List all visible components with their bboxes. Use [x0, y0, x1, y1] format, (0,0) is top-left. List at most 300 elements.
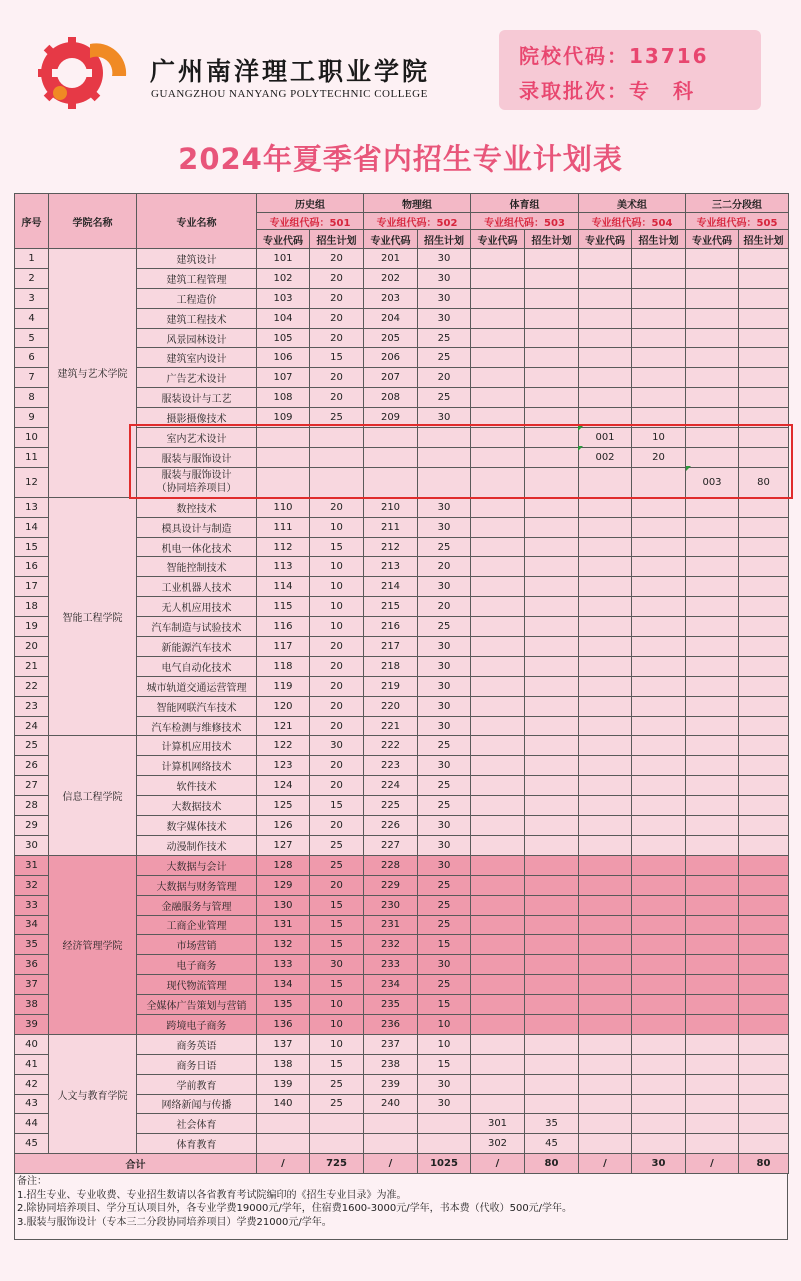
enroll-plan-cell — [525, 776, 579, 796]
major-code-cell — [471, 796, 525, 816]
row-seq: 19 — [15, 617, 49, 637]
row-seq: 40 — [15, 1034, 49, 1054]
enroll-plan-cell — [739, 249, 789, 269]
major-code-cell: 125 — [257, 796, 310, 816]
major-code-cell: 135 — [257, 995, 310, 1015]
row-seq: 5 — [15, 328, 49, 348]
major-code-cell — [686, 1114, 739, 1134]
major-code-cell — [686, 756, 739, 776]
enroll-plan-cell: 20 — [310, 268, 364, 288]
row-seq: 9 — [15, 408, 49, 428]
major-name: 电子商务 — [137, 955, 257, 975]
enroll-plan-cell — [632, 348, 686, 368]
major-code-cell — [686, 736, 739, 756]
enroll-plan-cell: 30 — [418, 1074, 471, 1094]
enroll-plan-cell — [525, 696, 579, 716]
enroll-plan-cell — [525, 537, 579, 557]
major-code-cell — [579, 268, 632, 288]
enroll-plan-cell: 30 — [418, 268, 471, 288]
major-code-cell: 230 — [364, 895, 418, 915]
major-code-cell — [471, 268, 525, 288]
enroll-plan-cell — [310, 467, 364, 497]
enroll-plan-cell — [739, 268, 789, 288]
enroll-plan-cell — [632, 835, 686, 855]
major-code-cell — [471, 447, 525, 467]
total-cell: / — [686, 1154, 739, 1174]
total-cell: / — [257, 1154, 310, 1174]
major-code-cell — [471, 955, 525, 975]
major-name: 汽车制造与试验技术 — [137, 617, 257, 637]
enroll-plan-cell — [632, 716, 686, 736]
major-code-cell: 226 — [364, 816, 418, 836]
enroll-plan-cell — [632, 288, 686, 308]
enroll-plan-cell — [632, 637, 686, 657]
cell-marker-icon — [578, 426, 583, 431]
major-name: 工程造价 — [137, 288, 257, 308]
major-code-cell — [579, 517, 632, 537]
total-cell: / — [471, 1154, 525, 1174]
row-seq: 43 — [15, 1094, 49, 1114]
major-code-cell: 131 — [257, 915, 310, 935]
enroll-plan-cell — [310, 1114, 364, 1134]
row-seq: 22 — [15, 676, 49, 696]
enroll-plan-cell: 15 — [310, 975, 364, 995]
enroll-plan-cell: 15 — [310, 1054, 364, 1074]
enroll-plan-cell — [632, 1054, 686, 1074]
major-code-cell — [257, 428, 310, 448]
major-name: 服装设计与工艺 — [137, 388, 257, 408]
college-name: 信息工程学院 — [49, 736, 137, 855]
college-logo-icon — [38, 36, 130, 110]
major-code-cell — [471, 975, 525, 995]
enroll-plan-cell — [632, 1134, 686, 1154]
major-name: 现代物流管理 — [137, 975, 257, 995]
row-seq: 8 — [15, 388, 49, 408]
enroll-plan-cell: 35 — [525, 1114, 579, 1134]
enroll-plan-cell — [739, 408, 789, 428]
school-name-en: GUANGZHOU NANYANG POLYTECHNIC COLLEGE — [151, 88, 428, 100]
enroll-plan-cell: 20 — [310, 497, 364, 517]
major-code-cell — [686, 288, 739, 308]
major-name: 电气自动化技术 — [137, 656, 257, 676]
enroll-plan-cell — [632, 895, 686, 915]
enroll-plan-cell: 20 — [310, 776, 364, 796]
major-code-cell — [579, 875, 632, 895]
major-code-cell: 229 — [364, 875, 418, 895]
enroll-plan-cell — [525, 915, 579, 935]
major-code-cell — [686, 955, 739, 975]
header-enroll-plan: 招生计划 — [525, 230, 579, 249]
enroll-plan-cell: 25 — [418, 537, 471, 557]
major-code-cell — [686, 637, 739, 657]
enroll-plan-cell — [632, 955, 686, 975]
group-three-two: 三二分段组 — [686, 194, 789, 213]
enroll-plan-cell — [525, 597, 579, 617]
major-code-cell — [579, 388, 632, 408]
row-seq: 39 — [15, 1014, 49, 1034]
enroll-plan-cell — [525, 388, 579, 408]
major-code-cell: 124 — [257, 776, 310, 796]
major-code-cell — [471, 1074, 525, 1094]
total-cell: / — [579, 1154, 632, 1174]
major-code-cell: 129 — [257, 875, 310, 895]
enroll-plan-cell: 10 — [632, 428, 686, 448]
major-code-cell: 122 — [257, 736, 310, 756]
total-cell: 1025 — [418, 1154, 471, 1174]
group-code-505: 专业组代码：505 — [686, 213, 789, 230]
total-cell: 80 — [525, 1154, 579, 1174]
major-code-cell: 227 — [364, 835, 418, 855]
major-code-cell: 224 — [364, 776, 418, 796]
major-code-cell: 132 — [257, 935, 310, 955]
major-name: 商务英语 — [137, 1034, 257, 1054]
major-code-cell: 218 — [364, 656, 418, 676]
enroll-plan-cell: 30 — [310, 736, 364, 756]
enroll-plan-cell: 45 — [525, 1134, 579, 1154]
major-code-cell: 103 — [257, 288, 310, 308]
major-name: 模具设计与制造 — [137, 517, 257, 537]
total-row — [15, 1154, 789, 1174]
enroll-plan-cell: 10 — [310, 517, 364, 537]
major-code-cell: 204 — [364, 308, 418, 328]
major-name: 计算机网络技术 — [137, 756, 257, 776]
row-seq: 2 — [15, 268, 49, 288]
row-seq: 30 — [15, 835, 49, 855]
enroll-plan-cell — [525, 975, 579, 995]
major-name: 城市轨道交通运营管理 — [137, 676, 257, 696]
enroll-plan-cell: 10 — [310, 617, 364, 637]
table-row — [15, 1034, 789, 1054]
enroll-plan-cell — [739, 955, 789, 975]
enroll-plan-cell: 15 — [418, 935, 471, 955]
enroll-plan-cell — [739, 716, 789, 736]
page-header — [0, 0, 801, 130]
group-code-502: 专业组代码：502 — [364, 213, 471, 230]
enroll-plan-cell — [632, 517, 686, 537]
major-code-cell — [579, 577, 632, 597]
enroll-plan-cell: 30 — [418, 517, 471, 537]
major-code-cell — [686, 835, 739, 855]
major-code-cell: 207 — [364, 368, 418, 388]
row-seq: 35 — [15, 935, 49, 955]
major-code-cell: 116 — [257, 617, 310, 637]
enroll-plan-cell — [632, 408, 686, 428]
enroll-plan-cell: 25 — [310, 855, 364, 875]
enroll-plan-cell: 10 — [418, 1034, 471, 1054]
row-seq: 15 — [15, 537, 49, 557]
row-seq: 26 — [15, 756, 49, 776]
enroll-plan-cell — [525, 328, 579, 348]
enroll-plan-cell: 15 — [310, 796, 364, 816]
total-cell: / — [364, 1154, 418, 1174]
note-2: 2.除协同培养项目、学分互认项目外，各专业学费19000元/学年，住宿费1600-3000元/学年，书本费（代收）500元/学年。 — [17, 1203, 573, 1214]
major-code-cell — [579, 408, 632, 428]
major-name: 大数据技术 — [137, 796, 257, 816]
enroll-plan-cell — [632, 816, 686, 836]
major-code-cell: 107 — [257, 368, 310, 388]
enroll-plan-cell: 25 — [418, 736, 471, 756]
college-name: 建筑与艺术学院 — [49, 249, 137, 498]
enroll-plan-cell — [739, 696, 789, 716]
enroll-plan-cell — [632, 577, 686, 597]
enroll-plan-cell: 15 — [310, 915, 364, 935]
enroll-plan-cell — [632, 736, 686, 756]
major-code-cell: 219 — [364, 676, 418, 696]
header-major: 专业名称 — [137, 194, 257, 249]
enroll-plan-cell: 10 — [418, 1014, 471, 1034]
major-code-cell: 110 — [257, 497, 310, 517]
major-code-cell — [471, 249, 525, 269]
enroll-plan-cell: 30 — [418, 816, 471, 836]
college-name: 智能工程学院 — [49, 497, 137, 736]
enroll-plan-cell — [632, 875, 686, 895]
enroll-plan-cell — [739, 1134, 789, 1154]
major-code-cell — [579, 1054, 632, 1074]
major-code-cell: 128 — [257, 855, 310, 875]
row-seq: 4 — [15, 308, 49, 328]
major-code-cell — [686, 557, 739, 577]
major-code-cell — [686, 776, 739, 796]
major-code-cell — [471, 537, 525, 557]
enroll-plan-cell — [632, 537, 686, 557]
major-code-cell: 104 — [257, 308, 310, 328]
enroll-plan-cell — [632, 328, 686, 348]
enroll-plan-cell: 20 — [310, 308, 364, 328]
enroll-plan-cell — [739, 776, 789, 796]
major-name: 全媒体广告策划与营销 — [137, 995, 257, 1015]
enroll-plan-cell — [310, 447, 364, 467]
major-code-cell — [579, 249, 632, 269]
row-seq: 27 — [15, 776, 49, 796]
major-code-cell — [579, 1074, 632, 1094]
enroll-plan-cell — [739, 428, 789, 448]
major-code-cell — [579, 1094, 632, 1114]
enroll-plan-cell — [632, 915, 686, 935]
major-code-cell: 140 — [257, 1094, 310, 1114]
major-code-cell — [686, 249, 739, 269]
enroll-plan-cell — [739, 1114, 789, 1134]
enroll-plan-cell: 25 — [418, 776, 471, 796]
major-code-cell: 109 — [257, 408, 310, 428]
enroll-plan-cell — [525, 995, 579, 1015]
major-name: 金融服务与管理 — [137, 895, 257, 915]
enroll-plan-cell — [310, 428, 364, 448]
enroll-plan-cell — [632, 557, 686, 577]
enroll-plan-cell — [632, 656, 686, 676]
row-seq: 10 — [15, 428, 49, 448]
cell-marker-icon — [686, 466, 691, 471]
major-code-cell — [686, 328, 739, 348]
major-code-cell: 133 — [257, 955, 310, 975]
enroll-plan-cell: 30 — [418, 696, 471, 716]
row-seq: 37 — [15, 975, 49, 995]
enroll-plan-cell: 25 — [418, 895, 471, 915]
enroll-plan-cell — [525, 1094, 579, 1114]
major-code-cell: 234 — [364, 975, 418, 995]
enroll-plan-cell: 15 — [310, 895, 364, 915]
major-code-cell — [579, 656, 632, 676]
major-code-cell — [686, 1034, 739, 1054]
major-code-cell: 130 — [257, 895, 310, 915]
enroll-plan-cell — [525, 288, 579, 308]
major-code-cell — [686, 855, 739, 875]
enroll-plan-cell — [525, 428, 579, 448]
enroll-plan-cell: 10 — [310, 995, 364, 1015]
major-name: 软件技术 — [137, 776, 257, 796]
enroll-plan-cell — [525, 467, 579, 497]
row-seq: 36 — [15, 955, 49, 975]
major-name: 建筑工程技术 — [137, 308, 257, 328]
major-code-cell — [579, 288, 632, 308]
major-code-cell — [364, 1114, 418, 1134]
enroll-plan-cell: 30 — [418, 676, 471, 696]
enroll-plan-cell: 15 — [310, 935, 364, 955]
enroll-plan-cell: 25 — [418, 915, 471, 935]
total-cell: 80 — [739, 1154, 789, 1174]
enroll-plan-cell: 25 — [418, 875, 471, 895]
enroll-plan-cell: 30 — [418, 716, 471, 736]
major-code-cell: 236 — [364, 1014, 418, 1034]
major-code-cell: 105 — [257, 328, 310, 348]
major-code-cell — [471, 915, 525, 935]
major-code-cell — [471, 368, 525, 388]
enroll-plan-cell — [418, 1134, 471, 1154]
enroll-plan-cell — [632, 776, 686, 796]
enroll-plan-cell — [739, 388, 789, 408]
enroll-plan-cell — [739, 497, 789, 517]
enroll-plan-cell: 30 — [418, 577, 471, 597]
major-name: 数字媒体技术 — [137, 816, 257, 836]
major-code-cell — [579, 497, 632, 517]
major-code-cell — [579, 736, 632, 756]
major-name: 网络新闻与传播 — [137, 1094, 257, 1114]
major-name: 广告艺术设计 — [137, 368, 257, 388]
header-enroll-plan: 招生计划 — [310, 230, 364, 249]
enroll-plan-cell — [739, 855, 789, 875]
major-code-cell: 119 — [257, 676, 310, 696]
major-code-cell — [686, 268, 739, 288]
header-major-code: 专业代码 — [686, 230, 739, 249]
major-code-cell — [471, 308, 525, 328]
group-sports: 体育组 — [471, 194, 579, 213]
major-code-cell: 301 — [471, 1114, 525, 1134]
enroll-plan-cell — [739, 796, 789, 816]
major-code-cell — [686, 497, 739, 517]
enroll-plan-cell — [525, 816, 579, 836]
enroll-plan-cell: 10 — [310, 1014, 364, 1034]
major-code-cell: 127 — [257, 835, 310, 855]
group-code-504: 专业组代码：504 — [579, 213, 686, 230]
school-code-box — [499, 30, 761, 110]
group-physics: 物理组 — [364, 194, 471, 213]
enroll-plan-cell — [739, 835, 789, 855]
enroll-plan-cell — [632, 497, 686, 517]
school-name-cn: 广州南洋理工职业学院 — [150, 57, 431, 86]
enroll-plan-cell — [739, 736, 789, 756]
major-code-cell — [579, 597, 632, 617]
major-code-cell — [257, 447, 310, 467]
major-code-cell: 222 — [364, 736, 418, 756]
major-code-cell — [471, 875, 525, 895]
major-code-cell — [364, 447, 418, 467]
major-name: 风景园林设计 — [137, 328, 257, 348]
enroll-plan-cell: 20 — [310, 328, 364, 348]
major-code-cell — [471, 517, 525, 537]
major-code-cell: 215 — [364, 597, 418, 617]
enrollment-plan-table — [14, 193, 789, 1174]
major-name: 室内艺术设计 — [137, 428, 257, 448]
enroll-plan-cell — [525, 835, 579, 855]
enroll-plan-cell — [632, 597, 686, 617]
row-seq: 45 — [15, 1134, 49, 1154]
row-seq: 29 — [15, 816, 49, 836]
major-name: 大数据与财务管理 — [137, 875, 257, 895]
enroll-plan-cell — [525, 308, 579, 328]
enroll-plan-cell — [739, 537, 789, 557]
header-major-code: 专业代码 — [579, 230, 632, 249]
major-name: 社会体育 — [137, 1114, 257, 1134]
major-code-cell — [686, 796, 739, 816]
header-major-code: 专业代码 — [471, 230, 525, 249]
row-seq: 18 — [15, 597, 49, 617]
enroll-plan-cell: 20 — [418, 368, 471, 388]
enroll-plan-cell: 30 — [418, 835, 471, 855]
row-seq: 32 — [15, 875, 49, 895]
enroll-plan-cell: 25 — [418, 328, 471, 348]
major-name: 数控技术 — [137, 497, 257, 517]
major-code-cell: 102 — [257, 268, 310, 288]
row-seq: 3 — [15, 288, 49, 308]
major-code-cell — [471, 656, 525, 676]
enroll-plan-cell — [632, 696, 686, 716]
major-code-cell — [471, 776, 525, 796]
major-name: 市场营销 — [137, 935, 257, 955]
row-seq: 16 — [15, 557, 49, 577]
enroll-plan-cell: 20 — [310, 288, 364, 308]
enroll-plan-cell — [525, 716, 579, 736]
major-code-cell — [686, 308, 739, 328]
major-code-cell: 217 — [364, 637, 418, 657]
major-name: 建筑工程管理 — [137, 268, 257, 288]
major-name: 体育教育 — [137, 1134, 257, 1154]
row-seq: 24 — [15, 716, 49, 736]
major-code-cell — [471, 995, 525, 1015]
major-code-cell: 216 — [364, 617, 418, 637]
major-code-cell — [686, 696, 739, 716]
enroll-plan-cell — [525, 617, 579, 637]
major-code-cell: 221 — [364, 716, 418, 736]
row-seq: 1 — [15, 249, 49, 269]
enroll-plan-cell — [525, 796, 579, 816]
major-code-cell — [686, 875, 739, 895]
enroll-plan-cell — [739, 895, 789, 915]
enroll-plan-cell: 30 — [418, 855, 471, 875]
enroll-plan-cell — [525, 1034, 579, 1054]
major-name: 摄影摄像技术 — [137, 408, 257, 428]
enroll-plan-cell — [632, 1074, 686, 1094]
enroll-plan-cell: 20 — [310, 716, 364, 736]
enroll-plan-cell — [632, 308, 686, 328]
enroll-plan-cell: 20 — [310, 249, 364, 269]
major-name: 智能控制技术 — [137, 557, 257, 577]
row-seq: 34 — [15, 915, 49, 935]
major-code-cell: 225 — [364, 796, 418, 816]
major-code-cell: 232 — [364, 935, 418, 955]
enroll-plan-cell: 20 — [310, 875, 364, 895]
enroll-plan-cell: 25 — [418, 975, 471, 995]
major-code-cell — [364, 467, 418, 497]
major-code-cell — [471, 676, 525, 696]
